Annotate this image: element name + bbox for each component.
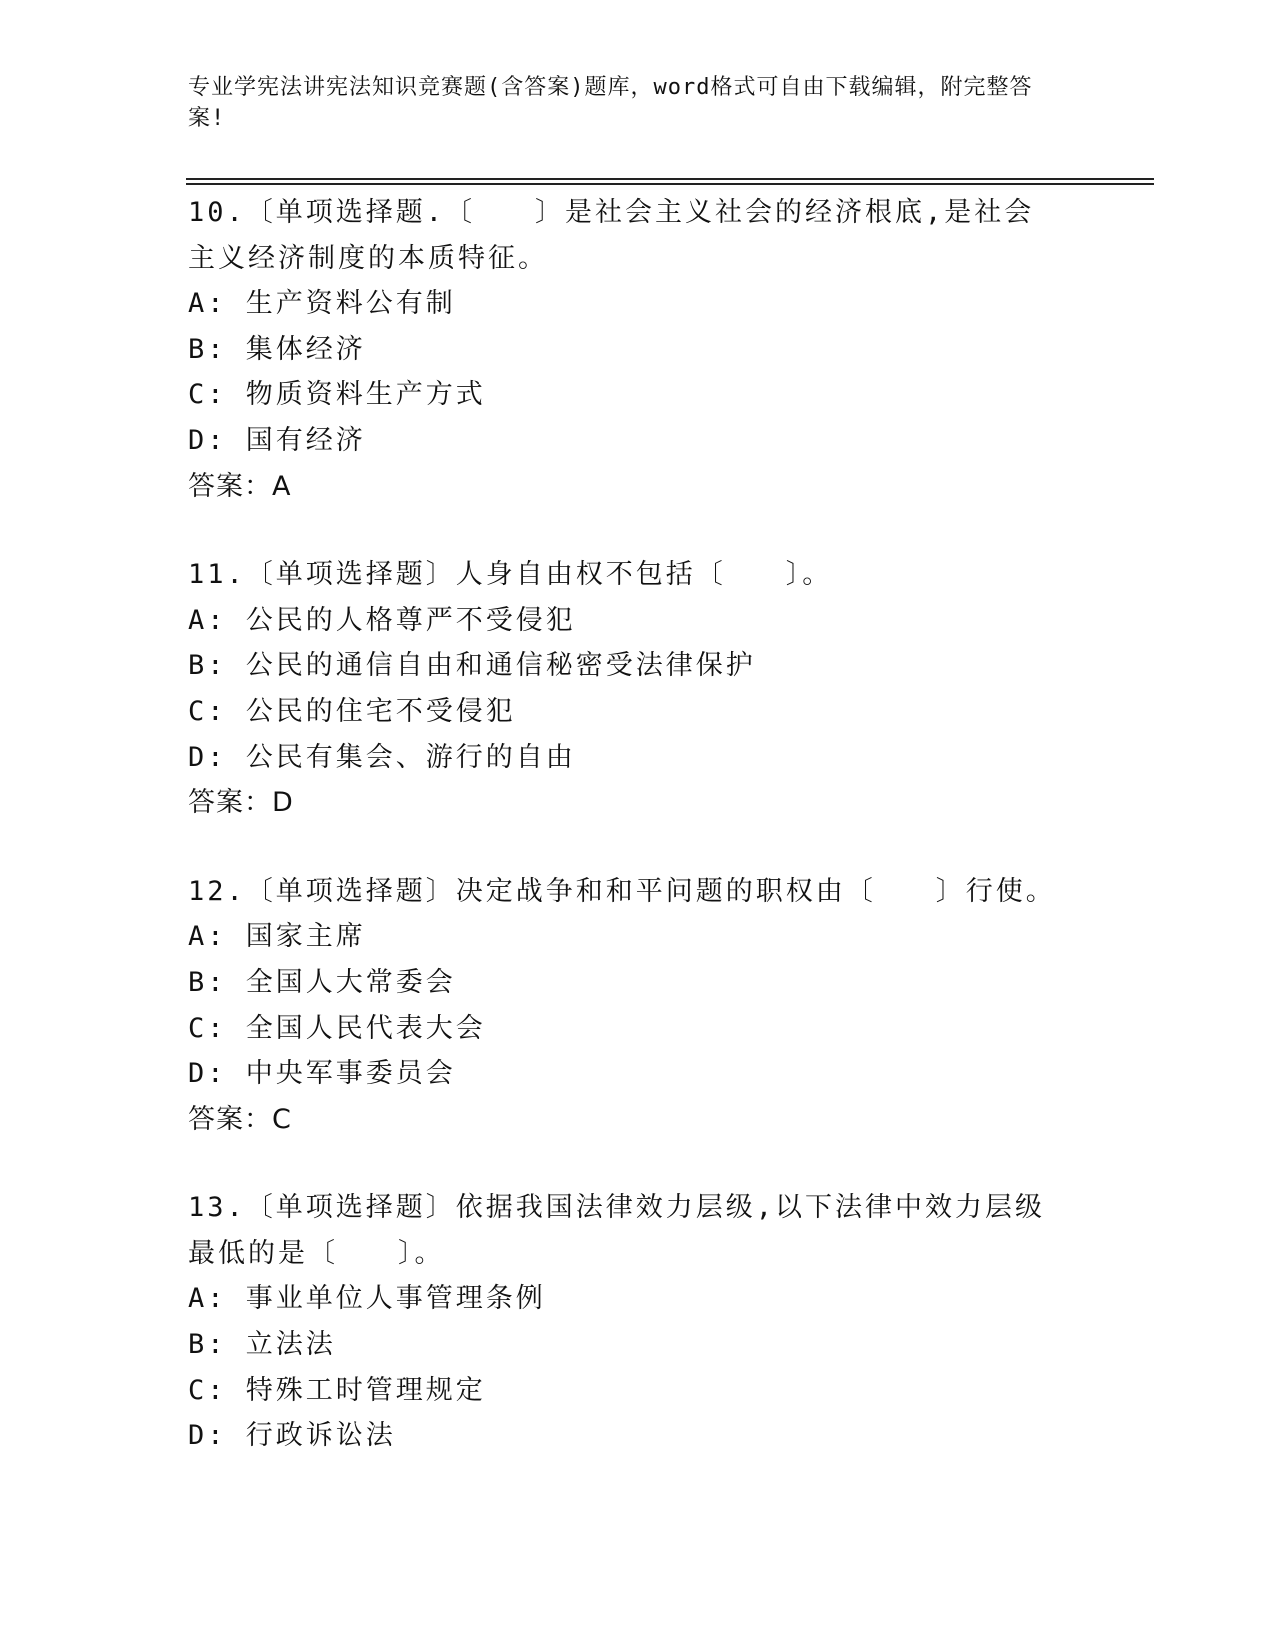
- option-a: A: 事业单位人事管理条例: [188, 1283, 546, 1315]
- question-stem: 12.〔单项选择题〕决定战争和和平问题的职权由〔 〕行使。: [188, 875, 1056, 907]
- header-divider-top: [186, 178, 1154, 180]
- option-c: C: 全国人民代表大会: [188, 1012, 486, 1044]
- question-stem: 11.〔单项选择题〕人身自由权不包括〔 〕。: [188, 559, 833, 591]
- question-10: [188, 190, 1088, 509]
- question-stem: 10.〔单项选择题.〔 〕是社会主义社会的经济根底,是社会主义经济制度的本质特征。: [188, 197, 1035, 274]
- option-a: A: 国家主席: [188, 921, 366, 953]
- answer-line: 答案：A: [188, 470, 292, 502]
- option-d: D: 国有经济: [188, 424, 366, 456]
- question-12: [188, 869, 1088, 1143]
- document-header: 专业学宪法讲宪法知识竞赛题(含答案)题库，word格式可自由下载编辑，附完整答案!: [188, 75, 1033, 131]
- question-13: [188, 1185, 1088, 1459]
- option-c: C: 物质资料生产方式: [188, 379, 486, 411]
- option-b: B: 公民的通信自由和通信秘密受法律保护: [188, 650, 756, 682]
- option-a: A: 生产资料公有制: [188, 288, 456, 320]
- option-d: D: 公民有集会、游行的自由: [188, 741, 576, 773]
- option-a: A: 公民的人格尊严不受侵犯: [188, 604, 576, 636]
- option-d: D: 中央军事委员会: [188, 1058, 456, 1090]
- option-c: C: 特殊工时管理规定: [188, 1374, 486, 1406]
- option-b: B: 立法法: [188, 1329, 336, 1361]
- question-11: [188, 552, 1088, 826]
- answer-line: 答案：D: [188, 787, 294, 819]
- option-c: C: 公民的住宅不受侵犯: [188, 695, 516, 727]
- question-stem: 13.〔单项选择题〕依据我国法律效力层级,以下法律中效力层级最低的是〔 〕。: [188, 1192, 1046, 1269]
- header-divider-bottom: [186, 183, 1154, 185]
- answer-line: 答案：C: [188, 1103, 292, 1135]
- option-b: B: 集体经济: [188, 333, 366, 365]
- question-list: [188, 190, 1088, 1502]
- option-d: D: 行政诉讼法: [188, 1420, 396, 1452]
- option-b: B: 全国人大常委会: [188, 966, 456, 998]
